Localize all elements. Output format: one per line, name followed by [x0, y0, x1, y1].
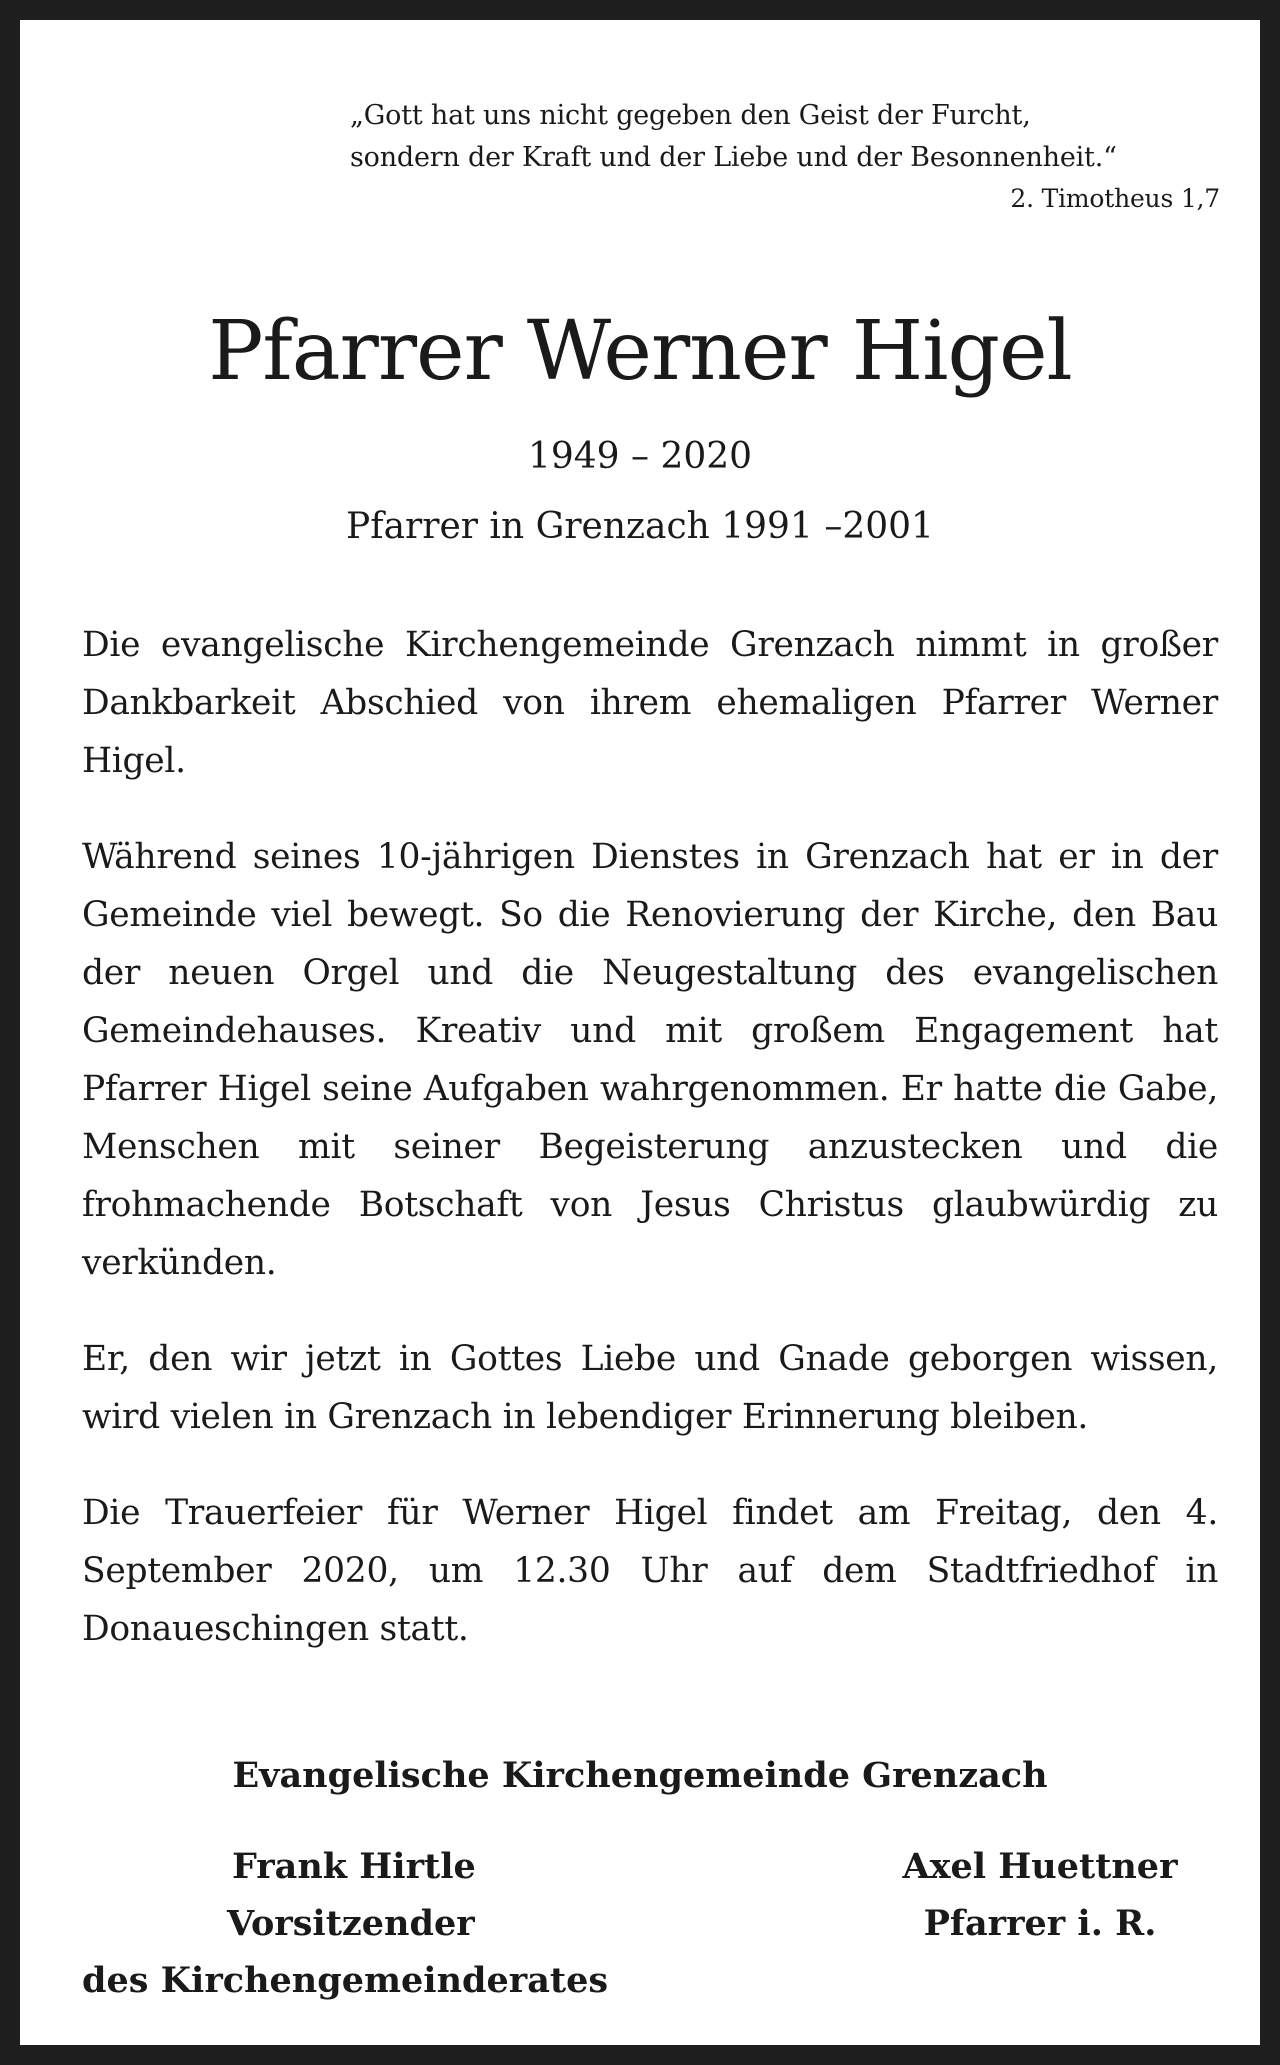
signatory-right-role: Pfarrer i. R. — [923, 1903, 1157, 1944]
signatory-left — [82, 1838, 622, 2009]
signatory-left-role-line2: des Kirchengemeinderates — [82, 1960, 609, 2001]
quote-line-1: „Gott hat uns nicht gegeben den Geist der Furcht, — [350, 100, 1031, 131]
deceased-name: Pfarrer Werner Higel — [208, 304, 1072, 399]
life-years: 1949 – 2020 — [527, 436, 753, 477]
signatory-right — [860, 1838, 1220, 1952]
signatory-right-name: Axel Huettner — [902, 1846, 1178, 1887]
organization-name: Evangelische Kirchengemeinde Grenzach — [232, 1755, 1048, 1796]
paragraph-farewell: Die evangelische Kirchengemeinde Grenzach nimmt in großer Dankbarkeit Abschied von ihrem ehemaligen Pfarrer Werner Higel. — [82, 625, 1218, 781]
paragraph-service: Während seines 10-jährigen Dienstes in Grenzach hat er in der Gemeinde viel bewegt. So die Renovierung der Kirche, den Bau der neuen Orgel und die Neugestaltung des evangelischen Gemeindehauses. Kreativ und mit großem Engagement hat Pfarrer Higel seine Aufgaben wahrgenommen. Er hatte die Gabe, Menschen mit seiner Begeisterung anzustecken und die frohmachende Botschaft von Jesus Christus glaubwürdig zu verkünden. — [82, 837, 1218, 1283]
signatory-left-role: Vorsitzender — [227, 1903, 475, 1944]
paragraph-funeral-info: Die Trauerfeier für Werner Higel findet am Freitag, den 4. September 2020, um 12.30 Uhr auf dem Stadtfriedhof in Donaueschingen statt. — [82, 1493, 1218, 1649]
quote-reference: 2. Timotheus 1,7 — [1010, 184, 1220, 213]
paragraph-remembrance: Er, den wir jetzt in Gottes Liebe und Gnade geborgen wissen, wird vielen in Grenzach in lebendiger Erinnerung bleiben. — [82, 1339, 1218, 1437]
office-period: Pfarrer in Grenzach 1991 –2001 — [346, 506, 934, 547]
notice-body — [82, 616, 1218, 1696]
obituary-notice — [20, 20, 1260, 2045]
quote-line-2: sondern der Kraft und der Liebe und der Besonnenheit.“ — [350, 142, 1117, 173]
signatory-left-name: Frank Hirtle — [232, 1846, 476, 1887]
bible-quote — [350, 95, 1220, 219]
